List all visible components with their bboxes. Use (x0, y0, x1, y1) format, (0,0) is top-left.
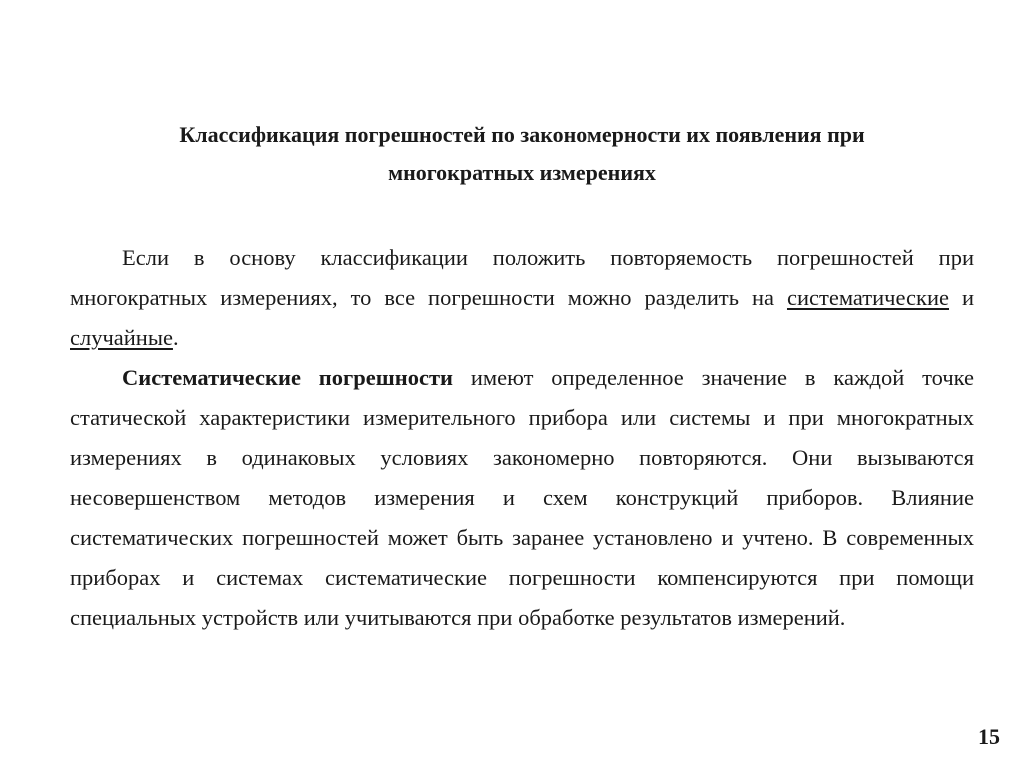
conjunction: и (949, 285, 975, 310)
body-text (70, 238, 974, 638)
paragraph-classification-text: Если в основу классификации положить повторяемость погрешностей при многократных измерениях, то все погрешности можно разделить на (70, 245, 974, 310)
paragraph-systematic-errors (70, 358, 974, 638)
term-systematic: систематические (786, 285, 949, 310)
section-title-line-1: Классификация погрешностей по закономерности их появления при (179, 122, 865, 147)
term-systematic-errors: Систематические погрешности (122, 365, 453, 390)
page-number: 15 (978, 724, 1000, 749)
paragraph-classification-end: . (172, 325, 179, 350)
paragraph-systematic-errors-text: имеют определенное значение в каждой точке статической характеристики измерительного прибора или системы и при многократных измерениях в одинаковых условиях закономерно повторяются. Они вызываются несовершенством методов измерения и схем конструкций приборов. Влияние систематических погрешностей может быть заранее установлено и учтено. В современных приборах и системах систематические погрешности компенсируются при помощи специальных устройств или учитываются при обработке результатов измерений. (70, 365, 974, 630)
section-title-line-2: многократных измерениях (388, 160, 656, 185)
term-random: случайные (70, 325, 173, 350)
section-title (70, 116, 974, 192)
paragraph-classification (70, 238, 974, 358)
